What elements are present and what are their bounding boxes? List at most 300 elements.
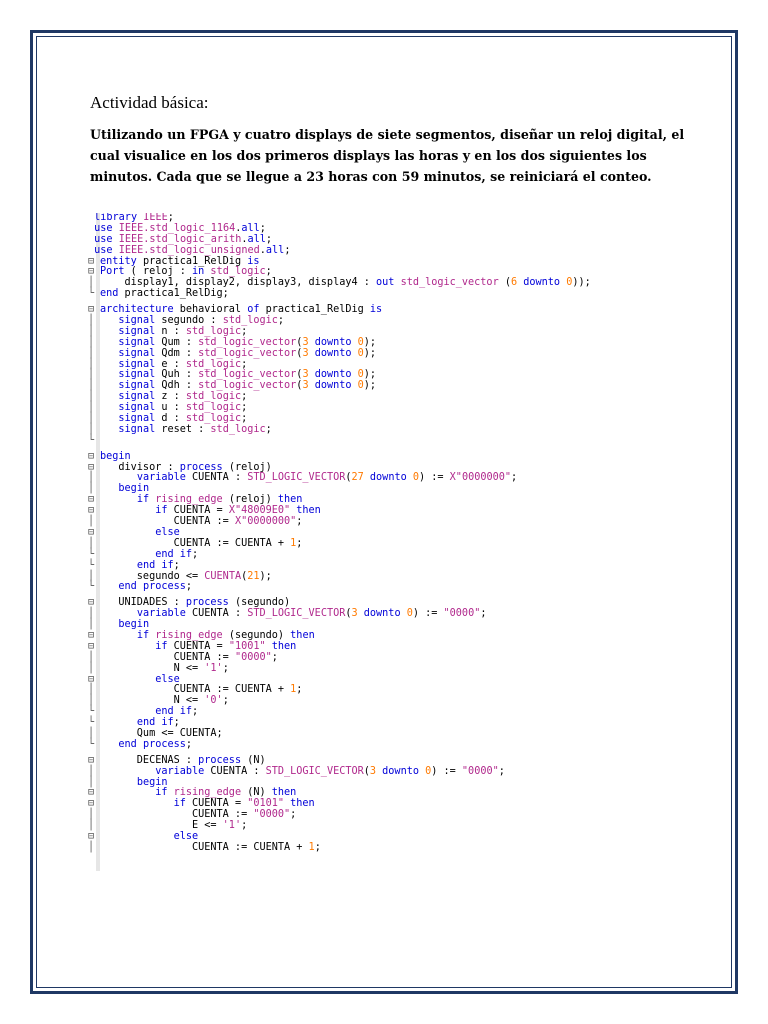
code-token: of <box>247 304 266 316</box>
fold-marker-icon: │ <box>88 315 95 327</box>
fold-marker-icon: ⊟ <box>88 640 95 652</box>
code-token: out <box>376 277 401 289</box>
fold-marker-icon: │ <box>88 369 95 381</box>
code-token: ( <box>345 608 352 620</box>
code-token: downto <box>363 472 413 484</box>
code-token: ; <box>259 222 266 234</box>
code-token <box>100 630 137 641</box>
code-token: std_logic_vector <box>400 277 505 289</box>
code-token: all <box>247 233 266 245</box>
fold-marker-icon: │ <box>88 483 95 495</box>
code-token: . <box>235 222 242 234</box>
code-token: z : <box>161 391 186 403</box>
fold-marker-icon: │ <box>88 776 95 788</box>
code-token: ; <box>241 358 248 370</box>
code-token: 3 <box>302 380 309 392</box>
code-token: 21 <box>247 570 260 582</box>
fold-marker-icon: │ <box>88 413 95 425</box>
code-token <box>100 424 118 435</box>
code-token: ; <box>222 662 229 674</box>
code-token: then <box>290 629 315 641</box>
code-token: 3 <box>302 336 309 348</box>
code-token: all <box>241 222 260 234</box>
code-token: ) := <box>419 472 450 484</box>
code-token: if <box>155 787 174 799</box>
code-token: ; <box>296 537 303 549</box>
code-token: CUENTA := <box>100 809 254 821</box>
fold-marker-icon: │ <box>88 358 95 370</box>
code-token <box>100 641 155 652</box>
code-token <box>100 608 137 619</box>
code-token: ; <box>241 413 248 425</box>
code-token: signal <box>118 336 162 348</box>
code-token <box>100 619 118 630</box>
code-token: 0 <box>357 336 364 348</box>
code-token <box>100 527 155 538</box>
code-token: CUENTA <box>204 570 242 582</box>
code-token: end process <box>118 738 186 750</box>
code-token: std_logic <box>185 358 242 370</box>
fold-marker-icon: ⊟ <box>88 830 95 842</box>
code-token <box>100 581 118 592</box>
code-token: u : <box>161 402 186 414</box>
code-token: std_logic_vector <box>198 369 297 381</box>
fold-marker-icon: └ <box>88 717 95 729</box>
code-token: 0 <box>357 369 364 381</box>
code-token: 1 <box>290 684 297 696</box>
code-token: rising_edge <box>173 787 248 799</box>
code-line <box>88 582 591 593</box>
code-token: process <box>185 597 235 609</box>
code-token: Port <box>100 266 131 278</box>
code-token: if <box>136 494 156 506</box>
code-token: begin <box>118 619 150 631</box>
code-token: ( <box>296 380 303 392</box>
code-token: CUENTA := CUENTA + <box>100 841 309 853</box>
code-token: library <box>94 213 144 223</box>
code-token: variable <box>136 472 193 484</box>
code-token <box>100 315 118 326</box>
fold-marker-icon: │ <box>88 537 95 549</box>
code-token: downto <box>376 765 426 777</box>
code-token: ( reloj : <box>130 266 193 278</box>
code-token: 6 <box>510 277 518 289</box>
code-token: ; <box>167 213 174 223</box>
code-token: downto <box>308 347 358 359</box>
fold-marker-icon: ⊟ <box>88 798 95 810</box>
code-token <box>100 483 118 494</box>
code-token: (reloj) <box>228 494 278 506</box>
fold-marker-icon: ⊟ <box>88 597 95 609</box>
code-token: downto <box>357 608 407 620</box>
fold-marker-icon: │ <box>88 809 95 821</box>
code-token: Qdm : <box>161 347 199 359</box>
code-token: (N) <box>247 754 266 766</box>
code-token: signal <box>118 369 162 381</box>
code-line <box>88 425 591 436</box>
code-token: X"0000000" <box>234 516 297 528</box>
code-token <box>100 337 118 348</box>
fold-marker-icon: │ <box>88 651 95 663</box>
code-token: ( <box>296 369 303 381</box>
code-token: ( <box>296 336 303 348</box>
code-token: std_logic <box>185 325 242 337</box>
code-token: behavioral <box>179 304 248 316</box>
code-token: ) := <box>412 608 444 620</box>
code-token: 3 <box>302 369 309 381</box>
code-token: std_logic <box>210 423 266 435</box>
code-token <box>100 402 118 413</box>
code-token: '1' <box>204 662 223 674</box>
code-token: entity <box>100 255 143 267</box>
code-token: process <box>198 754 248 766</box>
task-description: Utilizando un FPGA y cuatro displays de siete segmentos, diseñar un reloj digital, el cual visualice en los dos primeros displays las horas y en los dos siguientes los minutos. Cada que se llegue a 23 horas con 59 minutos, se reiniciará el conteo. <box>90 127 685 184</box>
code-token: 1 <box>308 841 315 853</box>
code-token: rising_edge <box>155 494 229 506</box>
code-token <box>100 706 155 717</box>
code-token: ; <box>241 820 248 832</box>
code-token: signal <box>118 325 162 337</box>
code-token <box>100 831 174 842</box>
code-token: ); <box>363 347 377 359</box>
code-token: 0 <box>406 608 413 620</box>
code-token: divisor : <box>100 461 180 473</box>
fold-marker-icon: ⊟ <box>88 673 95 685</box>
fold-marker-icon: │ <box>88 841 95 853</box>
fold-marker-icon: │ <box>88 619 95 631</box>
code-token: signal <box>118 423 162 435</box>
code-token: std_logic <box>210 266 266 278</box>
code-token: ; <box>173 717 180 729</box>
code-token: std_logic <box>185 402 242 414</box>
code-token: Qdh : <box>161 380 199 392</box>
code-token: downto <box>517 277 567 289</box>
code-token <box>100 674 155 685</box>
code-token: signal <box>118 315 162 327</box>
code-token: CUENTA := CUENTA + <box>100 537 291 549</box>
code-line <box>88 740 591 751</box>
code-token <box>100 348 118 359</box>
code-token: STD_LOGIC_VECTOR <box>247 472 346 484</box>
code-token: architecture <box>100 304 180 316</box>
code-token: CUENTA : <box>210 765 266 777</box>
fold-marker-icon: ⊟ <box>88 787 95 799</box>
code-token: then <box>271 640 297 652</box>
code-token: signal <box>118 380 162 392</box>
code-token: ; <box>192 548 199 560</box>
code-token: then <box>277 494 303 506</box>
code-token: ; <box>185 738 193 750</box>
code-token: downto <box>308 336 358 348</box>
code-token: practica1_RelDig; <box>124 288 229 300</box>
code-token: is <box>369 304 383 316</box>
code-token: "0000" <box>253 809 291 821</box>
fold-marker-icon: ⊟ <box>88 266 95 278</box>
code-token: ; <box>498 765 505 777</box>
code-token: end process <box>118 581 186 593</box>
code-token: (N) <box>247 787 272 799</box>
code-token: signal <box>118 413 162 425</box>
fold-marker-icon: │ <box>88 277 95 289</box>
code-token: . <box>241 233 248 245</box>
code-token: STD_LOGIC_VECTOR <box>265 765 364 777</box>
code-token: IEEE <box>143 213 168 223</box>
code-token <box>100 359 118 370</box>
code-token <box>100 494 137 505</box>
fold-marker-icon: └ <box>88 581 95 593</box>
code-token: signal <box>118 391 162 403</box>
code-token <box>100 777 137 788</box>
code-token: practica1_RelDig <box>265 304 370 316</box>
code-token: ; <box>314 841 321 853</box>
code-token: all <box>265 244 285 256</box>
code-token: ; <box>241 402 248 414</box>
code-token: "0000" <box>461 765 499 777</box>
code-token: "0101" <box>247 798 291 810</box>
code-token: then <box>296 505 321 517</box>
code-line <box>88 473 591 484</box>
code-token: 1 <box>290 537 297 549</box>
code-token: N <= <box>100 695 205 707</box>
code-token <box>100 787 155 798</box>
code-token: 0 <box>357 347 364 359</box>
code-token <box>100 472 137 483</box>
code-token: ; <box>296 684 303 696</box>
fold-marker-icon: ⊟ <box>88 255 95 267</box>
code-token: ( <box>296 347 303 359</box>
fold-marker-icon: │ <box>88 820 95 832</box>
code-token: Qum : <box>161 336 199 348</box>
code-token: ) := <box>431 765 462 777</box>
code-token: CUENTA = <box>192 798 248 810</box>
code-token: 3 <box>369 765 377 777</box>
code-token: CUENTA := CUENTA + <box>100 684 291 696</box>
code-token <box>100 739 118 750</box>
fold-marker-icon: ⊟ <box>88 629 95 641</box>
code-token: variable <box>136 608 193 620</box>
fold-marker-icon: │ <box>88 472 95 484</box>
code-token: ; <box>185 581 193 593</box>
fold-marker-icon: ⊟ <box>88 494 95 506</box>
code-token: ; <box>241 391 248 403</box>
code-token: if <box>155 640 174 652</box>
code-token: DECENAS : <box>100 754 199 766</box>
code-token <box>100 766 155 777</box>
code-token: if <box>136 629 156 641</box>
code-token: process <box>179 461 229 473</box>
code-token: begin <box>100 450 131 462</box>
code-token: 3 <box>302 347 309 359</box>
fold-marker-icon: │ <box>88 765 95 777</box>
code-token: display1, display2, display3, display4 : <box>100 277 377 289</box>
fold-marker-icon: │ <box>88 402 95 414</box>
fold-marker-icon: │ <box>88 336 95 348</box>
fold-marker-icon: ⊟ <box>88 450 95 462</box>
code-token: "0000" <box>234 651 272 663</box>
code-token: signal <box>118 402 162 414</box>
code-token: STD_LOGIC_VECTOR <box>247 608 346 620</box>
fold-marker-icon: └ <box>88 706 95 718</box>
code-token: CUENTA : <box>192 472 248 484</box>
code-token: std_logic_vector <box>198 347 297 359</box>
fold-marker-icon: ⊟ <box>88 754 95 766</box>
fold-marker-icon: └ <box>88 548 95 560</box>
code-token: "1001" <box>228 640 272 652</box>
code-token: "0000" <box>443 608 481 620</box>
code-token: 0 <box>412 472 419 484</box>
code-token: 27 <box>351 472 364 484</box>
fold-marker-icon: │ <box>88 516 95 528</box>
code-token: use <box>94 233 119 245</box>
code-token: std_logic_vector <box>198 336 297 348</box>
code-token <box>100 717 137 728</box>
code-line <box>88 609 591 620</box>
code-token <box>100 380 118 391</box>
code-token <box>100 391 118 402</box>
code-token: ; <box>271 651 278 663</box>
code-token <box>100 798 174 809</box>
code-token: begin <box>118 483 150 495</box>
code-token: ; <box>192 706 199 718</box>
fold-marker-icon: └ <box>88 434 95 446</box>
code-token: else <box>155 526 180 538</box>
code-token: ; <box>277 315 285 327</box>
code-token: 0 <box>357 380 364 392</box>
code-token: E <= <box>100 820 223 832</box>
code-token: CUENTA := <box>100 516 235 528</box>
code-token: std_logic_vector <box>198 380 297 392</box>
code-token: std_logic <box>185 413 242 425</box>
code-token: ); <box>363 380 377 392</box>
code-token: ; <box>511 472 518 484</box>
code-token: ; <box>241 325 248 337</box>
code-token: ; <box>480 608 487 620</box>
code-token: 0 <box>566 277 573 289</box>
code-token: practica1_RelDig <box>142 255 248 267</box>
code-token: (segundo) <box>234 597 291 609</box>
code-token: (reloj) <box>228 461 272 473</box>
code-token: X"0000000" <box>449 472 512 484</box>
code-token: end if <box>155 548 193 560</box>
fold-marker-icon: └ <box>88 559 95 571</box>
code-token: end <box>100 288 125 300</box>
code-token: use <box>94 244 119 256</box>
code-token: end if <box>136 717 174 729</box>
fold-marker-icon: │ <box>88 325 95 337</box>
code-token: reset : <box>161 423 211 435</box>
code-token: . <box>259 244 266 256</box>
code-token <box>100 560 137 571</box>
fold-marker-icon: │ <box>88 347 95 359</box>
code-token: CUENTA := <box>100 651 235 663</box>
code-token: in <box>192 266 211 278</box>
code-token: ); <box>363 336 377 348</box>
code-token: N <= <box>100 662 205 674</box>
code-token: (segundo) <box>228 629 291 641</box>
code-token: ( <box>345 472 352 484</box>
code-token: begin <box>136 776 168 788</box>
fold-marker-icon: └ <box>88 288 95 300</box>
code-token: IEEE.std_logic_arith <box>118 233 242 245</box>
code-token: std_logic <box>185 391 242 403</box>
code-token: ; <box>222 695 229 707</box>
code-token: end if <box>136 559 174 571</box>
code-token: ( <box>504 277 511 289</box>
code-token: ; <box>290 809 297 821</box>
code-token: '1' <box>222 820 242 832</box>
code-token: use <box>94 222 119 234</box>
code-token: ; <box>296 516 303 528</box>
section-heading: Actividad básica: <box>90 93 209 112</box>
code-token: signal <box>118 347 162 359</box>
code-token: if <box>173 798 193 810</box>
fold-marker-icon: │ <box>88 727 95 739</box>
code-token: CUENTA = <box>173 505 229 517</box>
code-token: then <box>290 798 315 810</box>
code-lines <box>88 213 591 854</box>
code-token: rising_edge <box>155 629 229 641</box>
code-token: if <box>155 505 174 517</box>
code-token: variable <box>155 765 211 777</box>
fold-marker-icon: └ <box>88 738 95 750</box>
code-token: downto <box>308 369 358 381</box>
fold-marker-icon: │ <box>88 695 95 707</box>
code-token <box>100 413 118 424</box>
code-token: Quh : <box>161 369 199 381</box>
fold-marker-icon: │ <box>88 423 95 435</box>
code-line <box>88 843 591 854</box>
fold-marker-icon: │ <box>88 608 95 620</box>
fold-marker-icon: ⊟ <box>88 526 95 538</box>
code-line <box>88 436 591 447</box>
code-token: else <box>173 830 199 842</box>
code-token: CUENTA = <box>173 640 229 652</box>
code-token: ( <box>363 765 370 777</box>
code-line <box>88 289 591 300</box>
vhdl-code-listing <box>88 213 688 871</box>
fold-marker-icon: ⊟ <box>88 304 95 316</box>
fold-marker-icon: │ <box>88 684 95 696</box>
code-token: else <box>155 673 180 685</box>
code-token: ); <box>363 369 377 381</box>
code-token: end if <box>155 706 193 718</box>
code-token: 3 <box>351 608 358 620</box>
fold-marker-icon: │ <box>88 391 95 403</box>
code-token: e : <box>161 358 186 370</box>
code-token: '0' <box>204 695 223 707</box>
code-token <box>100 505 155 516</box>
code-token: segundo : <box>161 315 223 327</box>
code-token: ; <box>265 266 272 278</box>
fold-marker-icon: │ <box>88 662 95 674</box>
fold-marker-icon: ⊟ <box>88 505 95 517</box>
code-token: ; <box>265 233 273 245</box>
code-token: ; <box>173 559 180 571</box>
code-token: then <box>271 787 297 799</box>
code-token: signal <box>118 358 162 370</box>
code-token <box>100 549 155 560</box>
fold-marker-icon: │ <box>88 380 95 392</box>
code-token: std_logic <box>222 315 278 327</box>
fold-marker-icon: ⊟ <box>88 461 95 473</box>
fold-marker-icon: │ <box>88 570 95 582</box>
code-token: segundo <= <box>100 570 205 582</box>
code-token: IEEE.std_logic_1164 <box>118 222 236 234</box>
code-token: is <box>247 255 260 267</box>
code-token: IEEE.std_logic_unsigned <box>118 244 260 256</box>
code-token: Qum <= CUENTA; <box>100 727 223 739</box>
code-token: X"48009E0" <box>228 505 297 517</box>
